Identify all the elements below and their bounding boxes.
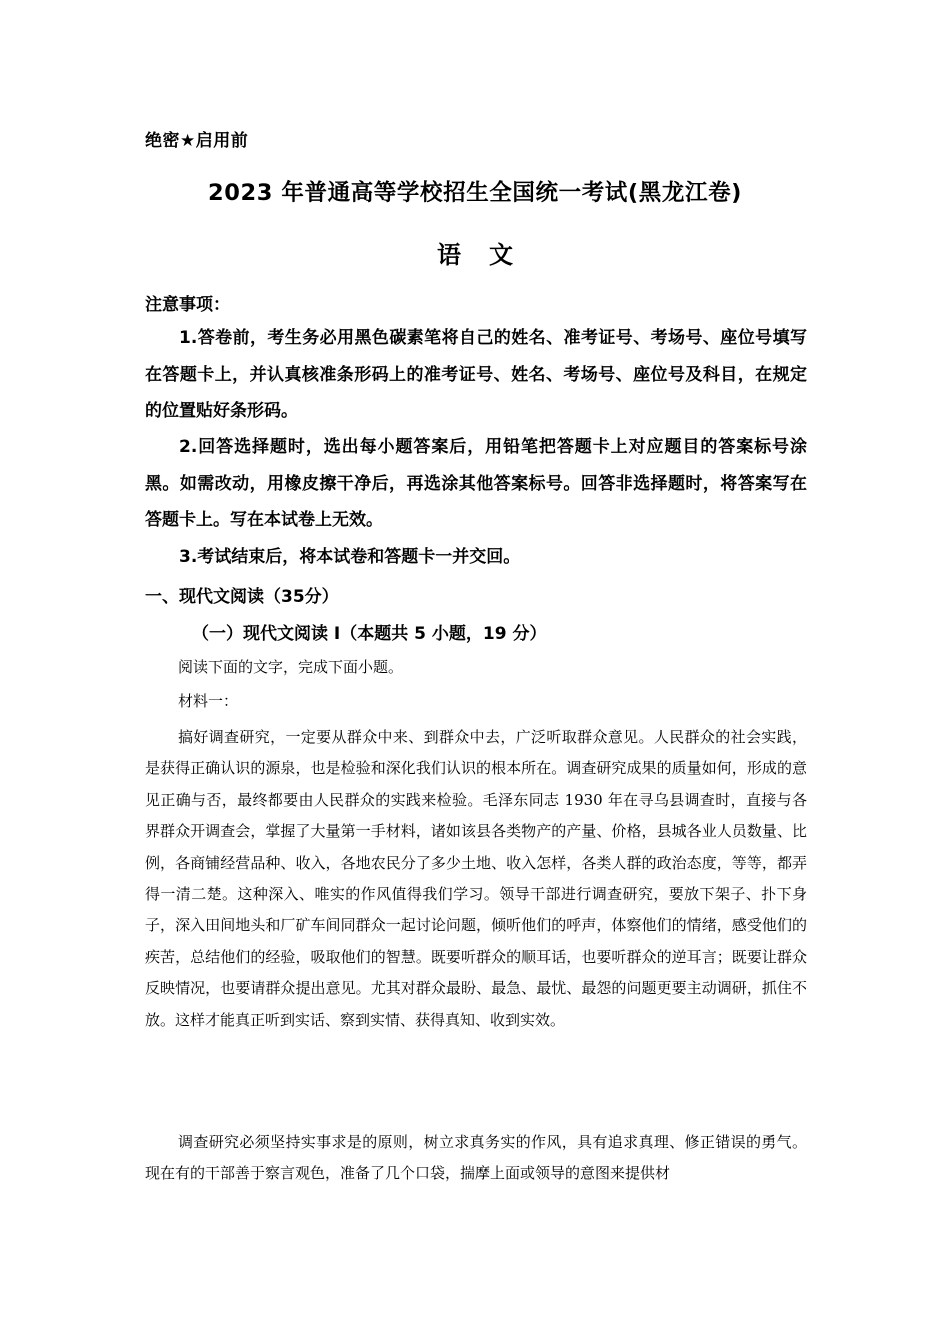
subject-char-2: 文 — [489, 241, 513, 269]
notice-item-3: 3.考试结束后，将本试卷和答题卡一并交回。 — [179, 547, 521, 567]
subsection-title: （一）现代文阅读 I（本题共 5 小题，19 分） — [192, 624, 547, 644]
passage-paragraph-1: 搞好调查研究，一定要从群众中来、到群众中去，广泛听取群众意见。人民群众的社会实践，是获得正确认识的源泉，也是检验和深化我们认识的根本所在。调查研究成果的质量如何，形成的意见正确与否，最终都要由人民群众的实践来检验。毛泽东同志 1930 年在寻乌县调查时，直接与各界群众开调查会，掌握了大量第一手材料，诸如该县各类物产的产量、价格，县城各业人员数量、比例，各商铺经营品种、收入，各地农民分了多少土地、收入怎样，各类人群的政治态度，等等，都弄得一清二楚。这种深入、唯实的作风值得我们学习。领导干部进行调查研究，要放下架子、扑下身子，深入田间地头和厂矿车间同群众一起讨论问题，倾听他们的呼声，体察他们的情绪，感受他们的疾苦，总结他们的经验，吸取他们的智慧。既要听群众的顺耳话，也要听群众的逆耳言；既要让群众反映情况，也要请群众提出意见。尤其对群众最盼、最急、最忧、最怨的问题更要主动调研，抓住不放。这样才能真正听到实话、察到实情、获得真知、收到实效。 — [145, 728, 807, 1029]
subject-title — [0, 235, 950, 270]
notice-heading: 注意事项： — [145, 295, 230, 315]
exam-title: 2023 年普通高等学校招生全国统一考试(黑龙江卷) — [207, 180, 743, 206]
subject-char-1: 语 — [437, 241, 461, 269]
material-label: 材料一： — [178, 692, 239, 710]
section-title: 一、现代文阅读（35分） — [145, 587, 339, 607]
notice-item-1: 1.答卷前，考生务必用黑色碳素笔将自己的姓名、准考证号、考场号、座位号填写在答题卡上，并认真核准条形码上的准考证号、姓名、考场号、座位号及科目，在规定的位置贴好条形码。 — [145, 328, 807, 421]
confidential-label: 绝密★启用前 — [145, 131, 249, 151]
reading-instruction: 阅读下面的文字，完成下面小题。 — [178, 658, 404, 676]
passage-paragraph-2: 调查研究必须坚持实事求是的原则，树立求真务实的作风，具有追求真理、修正错误的勇气。现在有的干部善于察言观色，准备了几个口袋，揣摩上面或领导的意图来提供材 — [145, 1133, 807, 1183]
notice-item-2: 2.回答选择题时，选出每小题答案后，用铅笔把答题卡上对应题目的答案标号涂黑。如需改动，用橡皮擦干净后，再选涂其他答案标号。回答非选择题时，将答案写在答题卡上。写在本试卷上无效。 — [145, 437, 807, 530]
